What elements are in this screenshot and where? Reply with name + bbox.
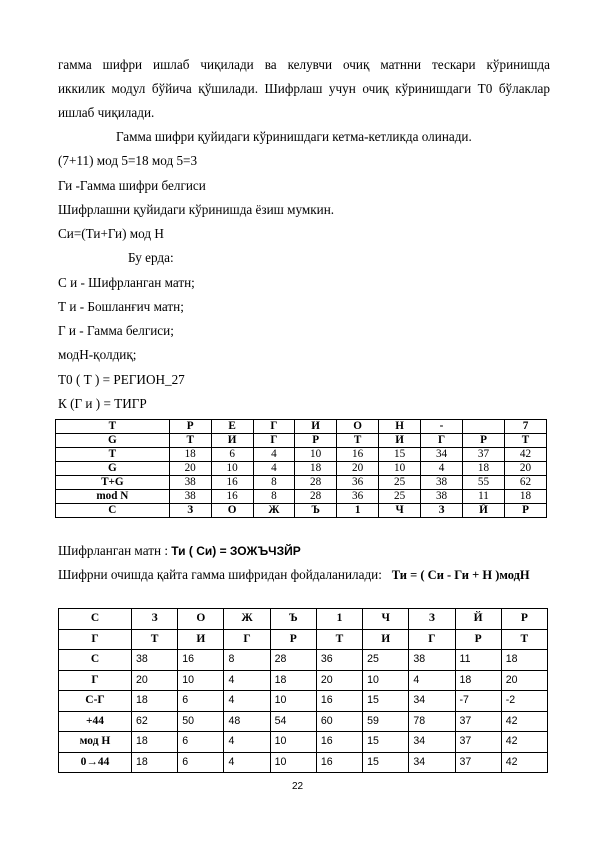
table-row xyxy=(56,434,547,448)
table-cell: С xyxy=(56,504,170,518)
table-row xyxy=(59,609,548,630)
table-cell: Т xyxy=(337,434,379,448)
table-cell: З xyxy=(132,609,178,630)
table-cell: 36 xyxy=(337,490,379,504)
table-cell: T+G xyxy=(56,476,170,490)
table-cell: 15 xyxy=(363,691,409,712)
table-cell: 38 xyxy=(169,490,211,504)
paragraph-line: Т0 ( Т ) = РЕГИОН_27 xyxy=(58,372,185,387)
paragraph-line: Ги -Гамма шифри белгиси xyxy=(58,178,206,193)
table-cell: 50 xyxy=(178,711,224,732)
table-cell: И xyxy=(178,629,224,650)
table-cell: 16 xyxy=(316,691,362,712)
table-cell: О xyxy=(337,420,379,434)
table-cell: 25 xyxy=(363,650,409,671)
table-cell: 20 xyxy=(337,462,379,476)
decryption-text-line xyxy=(58,567,530,583)
decryption-label: Шифрни очишда қайта гамма шифридан фойдаланилади: xyxy=(58,567,382,582)
table-cell: 15 xyxy=(363,752,409,773)
table-row xyxy=(56,462,547,476)
table-cell: 38 xyxy=(169,476,211,490)
table-row xyxy=(59,650,548,671)
table-cell: 25 xyxy=(379,490,421,504)
table-cell: 28 xyxy=(270,650,316,671)
table-cell: 1 xyxy=(316,609,362,630)
table-cell: 37 xyxy=(463,448,505,462)
table-cell: 34 xyxy=(421,448,463,462)
table-cell: З xyxy=(169,504,211,518)
table-cell: 8 xyxy=(224,650,270,671)
table-cell: 6 xyxy=(211,448,253,462)
table-cell: 10 xyxy=(211,462,253,476)
table-cell: Й xyxy=(463,504,505,518)
table-cell: 16 xyxy=(337,448,379,462)
table-cell: 11 xyxy=(455,650,501,671)
table-cell: 18 xyxy=(270,670,316,691)
table-cell: Г xyxy=(59,629,132,650)
table-cell: 10 xyxy=(270,752,316,773)
table-row xyxy=(56,448,547,462)
paragraph-line: модН-қолдиқ; xyxy=(58,347,137,362)
table-cell: 4 xyxy=(224,732,270,753)
table-cell: 60 xyxy=(316,711,362,732)
table-cell: - xyxy=(421,420,463,434)
table-cell: 11 xyxy=(463,490,505,504)
table-cell: 37 xyxy=(455,752,501,773)
decryption-table xyxy=(58,608,548,773)
table-cell: Т xyxy=(56,448,170,462)
table-cell: 59 xyxy=(363,711,409,732)
encrypted-text-line xyxy=(58,543,301,559)
table-cell: 38 xyxy=(409,650,455,671)
table-cell: Г xyxy=(224,629,270,650)
paragraph-line: гамма шифри ишлаб чиқилади ва келувчи очиқ матнни тескари кўринишда xyxy=(58,57,550,72)
table-cell: Р xyxy=(169,420,211,434)
table-cell: Ч xyxy=(379,504,421,518)
table-cell: 4 xyxy=(224,691,270,712)
table-cell: 20 xyxy=(505,462,547,476)
table-cell: 37 xyxy=(455,732,501,753)
table-cell: 38 xyxy=(421,476,463,490)
table-cell: 15 xyxy=(379,448,421,462)
table-cell: -2 xyxy=(501,691,547,712)
encryption-table xyxy=(55,419,547,518)
paragraph-line: Бу ерда: xyxy=(128,250,174,265)
table-cell: 37 xyxy=(455,711,501,732)
table-cell: mod N xyxy=(56,490,170,504)
table-cell: 20 xyxy=(132,670,178,691)
table-cell: Р xyxy=(455,629,501,650)
table-cell: 10 xyxy=(270,732,316,753)
decryption-formula: Ти = ( Си - Ги + Н )модН xyxy=(391,568,530,582)
table-cell: С-Г xyxy=(59,691,132,712)
table-cell: Т xyxy=(501,629,547,650)
table-row xyxy=(59,752,548,773)
table-row xyxy=(59,711,548,732)
table-cell: Г xyxy=(421,434,463,448)
table-cell: 7 xyxy=(505,420,547,434)
table-cell: 18 xyxy=(505,490,547,504)
table-cell: И xyxy=(295,420,337,434)
table-cell: 4 xyxy=(224,752,270,773)
table-cell: И xyxy=(363,629,409,650)
table-cell: Ж xyxy=(224,609,270,630)
table-cell: +44 xyxy=(59,711,132,732)
table-cell: 16 xyxy=(316,732,362,753)
table-cell: 4 xyxy=(421,462,463,476)
table-cell: С xyxy=(59,650,132,671)
table-cell: 16 xyxy=(211,490,253,504)
table-row xyxy=(59,670,548,691)
paragraph-line: К (Г и ) = ТИГР xyxy=(58,396,147,411)
table-cell: 16 xyxy=(178,650,224,671)
table-cell: Ъ xyxy=(295,504,337,518)
table-cell: 38 xyxy=(132,650,178,671)
table-cell: G xyxy=(56,462,170,476)
table-cell: Й xyxy=(455,609,501,630)
table-cell: G xyxy=(56,434,170,448)
table-cell: Г xyxy=(59,670,132,691)
paragraph-line: иккилик модул бўйича қўшилади. Шифрлаш учун очиқ кўринишдаги Т0 бўлаклар xyxy=(58,81,550,96)
table-cell: Ъ xyxy=(270,609,316,630)
table-cell: 18 xyxy=(455,670,501,691)
table-cell: 38 xyxy=(421,490,463,504)
table-cell: -7 xyxy=(455,691,501,712)
table-cell: Р xyxy=(295,434,337,448)
encrypted-formula: Ти ( Си) = ЗОЖЪЧЗЙР xyxy=(171,544,301,558)
table-cell: Г xyxy=(253,434,295,448)
table-cell: 20 xyxy=(316,670,362,691)
table-cell: 4 xyxy=(224,670,270,691)
table-cell: 18 xyxy=(463,462,505,476)
table-cell: С xyxy=(59,609,132,630)
table-cell: 20 xyxy=(501,670,547,691)
table-cell: 42 xyxy=(505,448,547,462)
table-cell: 62 xyxy=(132,711,178,732)
paragraph-line: С и - Шифрланган матн; xyxy=(58,275,195,290)
formula-line: Си=(Ти+Ги) мод Н xyxy=(58,226,164,241)
table-row xyxy=(56,490,547,504)
table-cell: 10 xyxy=(379,462,421,476)
table-row xyxy=(56,476,547,490)
table-cell: 25 xyxy=(379,476,421,490)
table-cell: 10 xyxy=(363,670,409,691)
table-row xyxy=(56,504,547,518)
table-cell: 34 xyxy=(409,732,455,753)
table-cell: О xyxy=(178,609,224,630)
table-cell: 8 xyxy=(253,490,295,504)
table-cell: 48 xyxy=(224,711,270,732)
paragraph-line: Г и - Гамма белгиси; xyxy=(58,323,174,338)
table-cell: 6 xyxy=(178,752,224,773)
table-cell: 18 xyxy=(132,732,178,753)
table-row xyxy=(56,420,547,434)
table-cell: 16 xyxy=(211,476,253,490)
table-cell: 8 xyxy=(253,476,295,490)
table-cell: 10 xyxy=(270,691,316,712)
table-cell: Р xyxy=(270,629,316,650)
table-cell xyxy=(463,420,505,434)
table-cell: 4 xyxy=(253,462,295,476)
formula-line: (7+11) мод 5=18 мод 5=3 xyxy=(58,153,198,168)
table-cell: 34 xyxy=(409,752,455,773)
table-cell: 1 xyxy=(337,504,379,518)
table-cell: Г xyxy=(253,420,295,434)
table-cell: Р xyxy=(463,434,505,448)
table-cell: Р xyxy=(505,504,547,518)
table-cell: 18 xyxy=(132,691,178,712)
table-cell: З xyxy=(421,504,463,518)
table-cell: мод Н xyxy=(59,732,132,753)
encrypted-label: Шифрланган матн : xyxy=(58,543,172,558)
table-cell: Т xyxy=(56,420,170,434)
table-cell: 28 xyxy=(295,476,337,490)
table-row xyxy=(59,691,548,712)
table-cell: 15 xyxy=(363,732,409,753)
table-cell: Т xyxy=(132,629,178,650)
table-cell: 42 xyxy=(501,711,547,732)
table-row xyxy=(59,629,548,650)
table-cell: 36 xyxy=(316,650,362,671)
table-cell: И xyxy=(211,434,253,448)
table-cell: Ж xyxy=(253,504,295,518)
table-cell: Р xyxy=(501,609,547,630)
table-cell: 18 xyxy=(132,752,178,773)
table-cell: Ч xyxy=(363,609,409,630)
table-cell: 78 xyxy=(409,711,455,732)
table-cell: 18 xyxy=(169,448,211,462)
table-cell: 10 xyxy=(178,670,224,691)
table-cell: 28 xyxy=(295,490,337,504)
page-number: 22 xyxy=(291,781,304,792)
table-cell: 6 xyxy=(178,691,224,712)
table-cell: 18 xyxy=(501,650,547,671)
table-cell: 16 xyxy=(316,752,362,773)
table-cell: Т xyxy=(169,434,211,448)
table-cell: 4 xyxy=(409,670,455,691)
paragraph-line: Шифрлашни қуйидаги кўринишда ёзиш мумкин. xyxy=(58,202,335,217)
table-cell: О xyxy=(211,504,253,518)
table-cell: 34 xyxy=(409,691,455,712)
table-cell: 18 xyxy=(295,462,337,476)
table-cell: Т xyxy=(505,434,547,448)
table-cell: З xyxy=(409,609,455,630)
paragraph-line: ишлаб чиқилади. xyxy=(58,105,155,120)
table-cell: Н xyxy=(379,420,421,434)
table-cell: 55 xyxy=(463,476,505,490)
table-cell: 42 xyxy=(501,752,547,773)
paragraph-line: Гамма шифри қуйидаги кўринишдаги кетма-кетликда олинади. xyxy=(116,129,472,144)
table-cell: 62 xyxy=(505,476,547,490)
table-cell: Е xyxy=(211,420,253,434)
table-cell: 0→44 xyxy=(59,752,132,773)
table-cell: Г xyxy=(409,629,455,650)
table-cell: Т xyxy=(316,629,362,650)
table-cell: 42 xyxy=(501,732,547,753)
table-cell: 20 xyxy=(169,462,211,476)
table-cell: 4 xyxy=(253,448,295,462)
paragraph-line: Т и - Бошланғич матн; xyxy=(58,299,184,314)
table-cell: 36 xyxy=(337,476,379,490)
table-cell: 54 xyxy=(270,711,316,732)
table-cell: 10 xyxy=(295,448,337,462)
table-cell: 6 xyxy=(178,732,224,753)
table-cell: И xyxy=(379,434,421,448)
table-row xyxy=(59,732,548,753)
